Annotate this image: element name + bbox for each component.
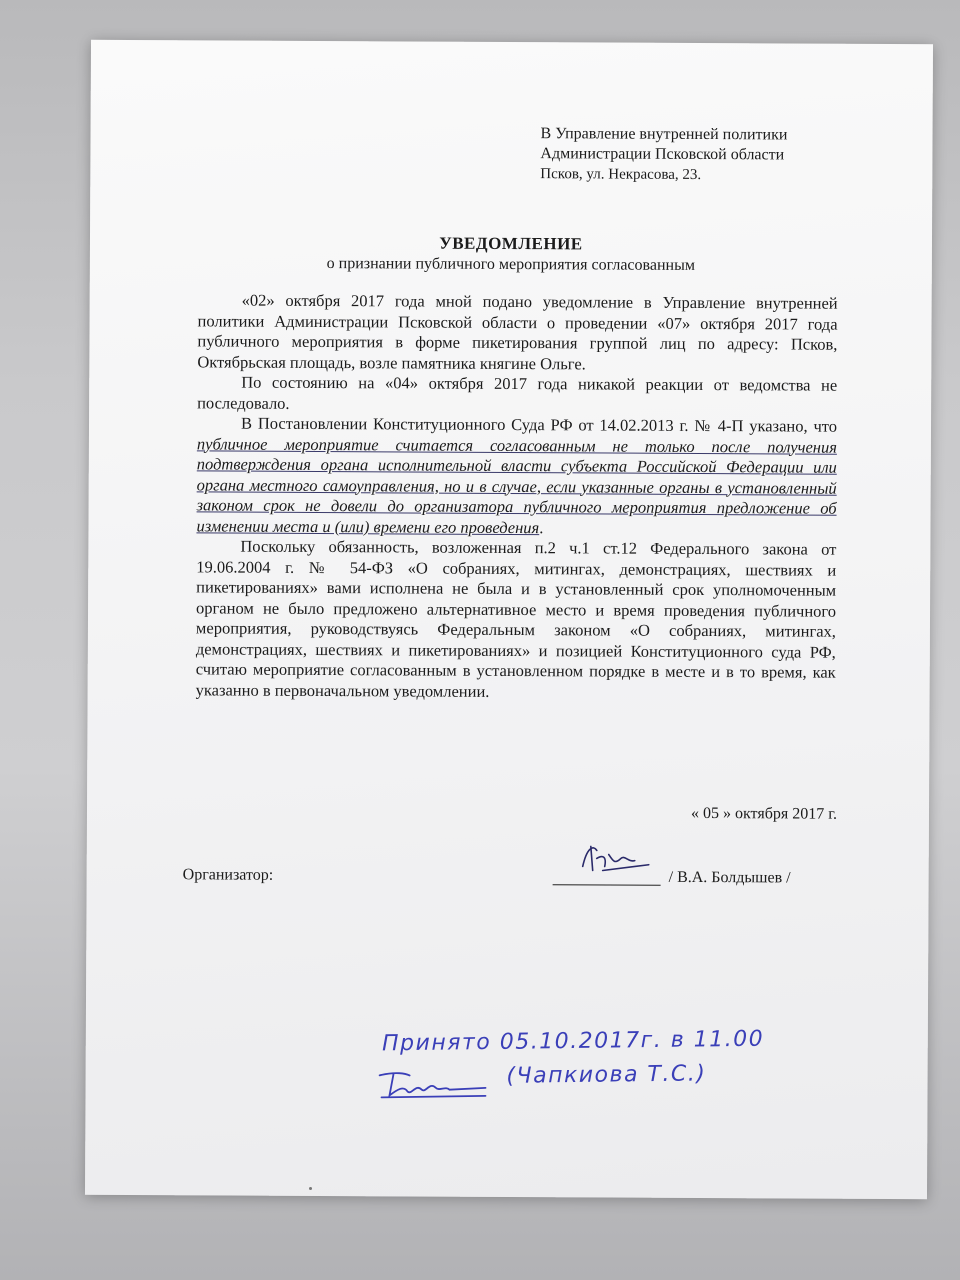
addressee-address: Псков, ул. Некрасова, 23. [540,166,702,183]
signature-mark [563,836,663,883]
receipt-note-line-2: (Чапкиова Т.С.) [506,1061,707,1089]
document-body [196,290,838,703]
court-ruling-end: . [539,517,544,537]
court-ruling-quote: публичное мероприятие считается согласованным не только после получения подтверждения органа исполнительной власти субъекта Российской Федерации или органа местного самоуправления, но и в случае, если указанные органы в установленный законом срок не довели до организатора публичного мероприятия предложение об изменении места и (или) времени его проведения [196,433,837,537]
receipt-note-line-1: Принято 05.10.2017г. в 11.00 [381,1026,765,1057]
document-subtitle: о признании публичного мероприятия согласованным [326,255,696,274]
addressee-line-1: В Управление внутренней политики [540,125,788,144]
document-date: « 05 » октября 2017 г. [690,804,838,823]
paper-speck [309,1187,312,1190]
paragraph-conclusion: Поскольку обязанность, возложенная п.2 ч.1 ст.12 Федерального закона от 19.06.2004 г. № 54-ФЗ «О собраниях, митингах, демонстрациях, шествиях и пикетированиях» вами исполнена не была и в установленный срок уполномоченным органом не было предложено альтернативное место и время проведения публичного мероприятия, руководствуясь Федеральным законом «О собраниях, митингах, демонстрациях, шествиях и пикетированиях» и позицией Конституционного суда РФ, считаю мероприятие согласованным в установленном порядке в месте и в то время, как указанно в первоначальном уведомлении. [195,536,837,701]
document-title: УВЕДОМЛЕНИЕ [439,233,583,254]
document-page [85,40,933,1199]
signer-name: / В.А. Болдышев / [668,868,791,887]
paragraph-court-ruling [196,413,837,539]
addressee-line-2: Администрации Псковской области [540,145,785,164]
paragraph-submission: «02» октября 2017 года мной подано уведомление в Управление внутренней политики Администрации Псковской области о проведении «07» октября 2017 года публичного мероприятия в форме пикетирования группой лиц по адресу: Псков, Октябрьская площадь, возле памятника княгине Ольге. [197,290,838,373]
organizer-label: Организатор: [182,866,274,884]
paragraph-no-response: По состоянию на «04» октября 2017 года никакой реакции от ведомства не последовало. [197,372,838,413]
addressee-block [540,124,787,185]
receiver-signature [375,1067,495,1102]
court-ruling-intro: В Постановлении Конституционного Суда РФ от 14.02.2013 г. № 4-П указано, что [240,413,838,436]
